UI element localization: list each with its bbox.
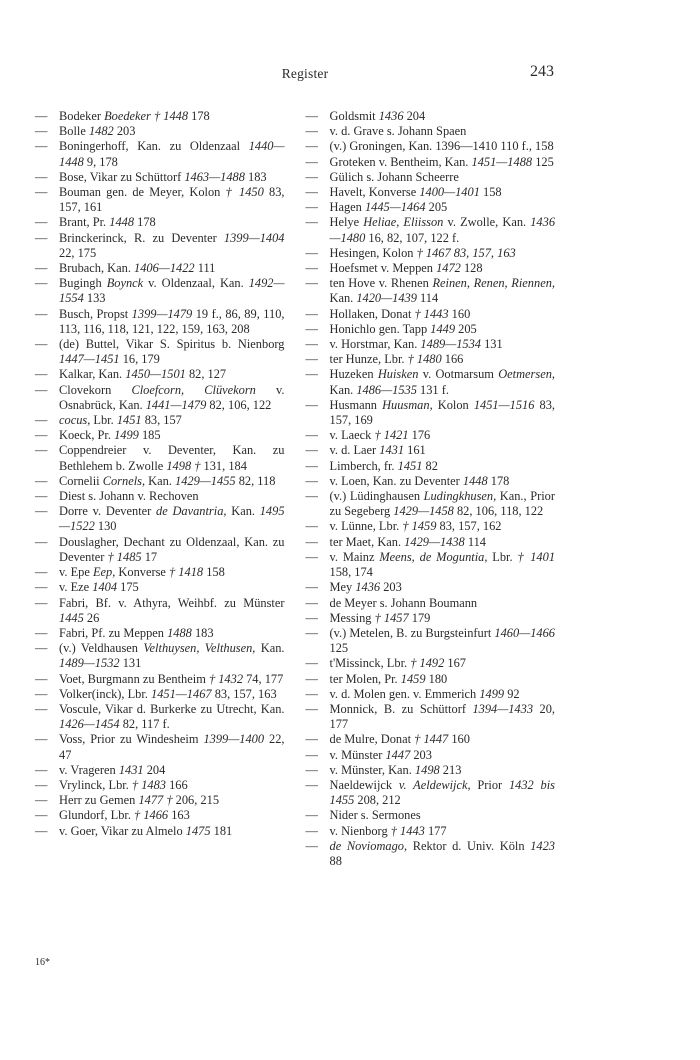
- page-number: 243: [530, 63, 554, 80]
- register-entry: [306, 778, 556, 808]
- entry-dash: —: [35, 504, 48, 519]
- entry-text: Voscule, Vikar d. Burkerke zu Utrecht, Kan. 1426—1454 82, 117 f.: [59, 701, 285, 732]
- entry-dash: —: [305, 519, 318, 534]
- entry-dash: —: [305, 458, 318, 473]
- entry-dash: —: [35, 428, 48, 443]
- entry-dash: —: [305, 625, 318, 640]
- entry-text: Dorre v. Deventer de Davantria, Kan. 1495—1522 130: [59, 504, 285, 534]
- register-entry: [35, 276, 285, 306]
- entry-dash: —: [35, 276, 48, 291]
- entry-dash: —: [305, 215, 318, 230]
- entry-text: Diest s. Johann v. Rechoven: [59, 489, 199, 504]
- entry-dash: —: [305, 656, 318, 671]
- entry-dash: —: [305, 580, 318, 595]
- entry-dash: —: [35, 443, 48, 458]
- entry-text: v. Goer, Vikar zu Almelo 1475 181: [59, 823, 233, 838]
- entry-dash: —: [35, 489, 48, 504]
- register-entry: [35, 732, 285, 762]
- entry-dash: —: [305, 671, 318, 686]
- register-entry: [35, 687, 285, 702]
- register-entry: [35, 124, 285, 139]
- entry-dash: —: [35, 565, 48, 580]
- entry-text: Naeldewijck v. Aeldewijck, Prior 1432 bis 1455 208, 212: [329, 777, 555, 808]
- entry-dash: —: [305, 109, 318, 123]
- entry-text: Husmann Huusman, Kolon 1451—1516 83, 157, 169: [329, 397, 555, 428]
- entry-text: Havelt, Konverse 1400—1401 158: [329, 185, 502, 200]
- entry-text: Hagen 1445—1464 205: [329, 200, 448, 215]
- entry-dash: —: [305, 443, 318, 458]
- entry-text: Herr zu Gemen 1477 † 206, 215: [59, 793, 220, 808]
- entry-text: de Meyer s. Johann Boumann: [329, 595, 478, 610]
- entry-dash: —: [35, 534, 48, 549]
- entry-dash: —: [305, 534, 318, 549]
- entry-text: Clovekorn Cloefcorn, Clüvekorn v. Osnabrück, Kan. 1441—1479 82, 106, 122: [59, 382, 285, 412]
- entry-dash: —: [35, 686, 48, 701]
- entry-dash: —: [35, 762, 48, 777]
- entry-dash: —: [305, 154, 318, 169]
- entry-dash: —: [305, 549, 318, 564]
- entry-text: v. Nienborg † 1443 177: [329, 823, 447, 838]
- register-entry: [306, 246, 556, 261]
- entry-dash: —: [35, 261, 48, 276]
- register-entry: [35, 215, 285, 230]
- register-entry: [306, 367, 556, 397]
- entry-text: Helye Heliae, Eliisson v. Zwolle, Kan. 1436—1480 16, 82, 107, 122 f.: [329, 215, 556, 245]
- register-entry: [35, 307, 285, 337]
- entry-text: cocus, Lbr. 1451 83, 157: [59, 413, 182, 428]
- entry-dash: —: [35, 473, 48, 488]
- register-entry: [306, 535, 556, 550]
- entry-dash: —: [35, 671, 48, 686]
- register-entry: [35, 489, 285, 504]
- entry-text: Boningerhoff, Kan. zu Oldenzaal 1440—1448 9, 178: [59, 139, 285, 169]
- entry-dash: —: [305, 762, 318, 777]
- register-entry: [35, 231, 285, 261]
- register-entry: [306, 124, 556, 139]
- entry-dash: —: [35, 625, 48, 640]
- entry-text: Monnick, B. zu Schüttorf 1394—1433 20, 177: [329, 701, 555, 732]
- entry-text: Nider s. Sermones: [329, 808, 421, 823]
- entry-dash: —: [305, 747, 318, 762]
- entry-dash: —: [35, 124, 48, 139]
- entry-dash: —: [305, 139, 318, 154]
- register-entry: [306, 839, 556, 869]
- entry-text: Goldsmit 1436 204: [329, 109, 426, 123]
- entry-text: Groteken v. Bentheim, Kan. 1451—1488 125: [329, 154, 554, 169]
- entry-text: v. Vrageren 1431 204: [59, 762, 166, 777]
- entry-text: de Noviomago, Rektor d. Univ. Köln 1423 88: [329, 838, 555, 868]
- entry-text: Brinckerinck, R. zu Deventer 1399—1404 22, 175: [59, 230, 285, 260]
- entry-dash: —: [305, 686, 318, 701]
- entry-dash: —: [305, 428, 318, 443]
- register-entry: [35, 413, 285, 428]
- register-entry: [306, 200, 556, 215]
- entry-dash: —: [305, 473, 318, 488]
- register-entry: [35, 778, 285, 793]
- entry-dash: —: [305, 397, 318, 412]
- entry-text: Huzeken Huisken v. Ootmarsum Oetmersen, Kan. 1486—1535 131 f.: [329, 367, 555, 397]
- entry-dash: —: [35, 823, 48, 838]
- register-entry: [306, 352, 556, 367]
- register-entry: [306, 185, 556, 200]
- entry-text: ter Molen, Pr. 1459 180: [329, 671, 448, 686]
- entry-text: Busch, Propst 1399—1479 19 f., 86, 89, 110, 113, 116, 118, 121, 122, 159, 163, 208: [59, 306, 285, 336]
- entry-text: v. Lünne, Lbr. † 1459 83, 157, 162: [329, 519, 502, 534]
- entry-text: de Mulre, Donat † 1447 160: [329, 732, 470, 747]
- entry-text: ten Hove v. Rhenen Reinen, Renen, Riennen, Kan. 1420—1439 114: [329, 276, 555, 306]
- register-entry: [306, 550, 556, 580]
- entry-dash: —: [305, 489, 318, 504]
- entry-text: Brubach, Kan. 1406—1422 111: [59, 261, 216, 276]
- entry-dash: —: [305, 352, 318, 367]
- entry-text: Bouman gen. de Meyer, Kolon † 1450 83, 157, 161: [59, 185, 285, 215]
- entry-dash: —: [35, 732, 48, 747]
- register-entry: [306, 155, 556, 170]
- register-entry: [306, 824, 556, 839]
- entry-text: Mey 1436 203: [329, 580, 402, 595]
- register-entry: [306, 687, 556, 702]
- entry-dash: —: [35, 337, 48, 352]
- entry-text: ter Maet, Kan. 1429—1438 114: [329, 534, 486, 549]
- register-entry: [306, 489, 556, 519]
- register-columns: [35, 109, 555, 869]
- entry-dash: —: [305, 808, 318, 823]
- entry-text: Douslagher, Dechant zu Oldenzaal, Kan. zu Deventer † 1485 17: [59, 534, 285, 564]
- entry-text: Fabri, Bf. v. Athyra, Weihbf. zu Münster 1445 26: [59, 595, 285, 625]
- entry-dash: —: [305, 200, 318, 215]
- register-entry: [306, 580, 556, 595]
- register-entry: [35, 596, 285, 626]
- entry-dash: —: [35, 777, 48, 792]
- entry-dash: —: [305, 169, 318, 184]
- register-entry: [306, 276, 556, 306]
- register-entry: [35, 109, 285, 124]
- register-entry: [35, 641, 285, 671]
- register-entry: [306, 459, 556, 474]
- entry-dash: —: [305, 306, 318, 321]
- register-entry: [306, 139, 556, 154]
- entry-dash: —: [305, 261, 318, 276]
- entry-dash: —: [305, 321, 318, 336]
- entry-text: Bodeker Boedeker † 1448 178: [59, 109, 210, 123]
- entry-text: Brant, Pr. 1448 178: [59, 215, 156, 230]
- register-entry: [35, 626, 285, 641]
- register-entry: [35, 474, 285, 489]
- entry-text: (v.) Groningen, Kan. 1396—1410 110 f., 158: [329, 139, 554, 154]
- register-entry: [35, 763, 285, 778]
- entry-text: Hoefsmet v. Meppen 1472 128: [329, 261, 483, 276]
- entry-text: v. Münster 1447 203: [329, 747, 432, 762]
- entry-dash: —: [35, 793, 48, 808]
- entry-dash: —: [35, 169, 48, 184]
- register-entry: [306, 611, 556, 626]
- entry-text: Coppendreier v. Deventer, Kan. zu Bethlehem b. Zwolle 1498 † 131, 184: [59, 443, 285, 473]
- entry-dash: —: [35, 701, 48, 716]
- register-entry: [306, 672, 556, 687]
- entry-dash: —: [305, 701, 318, 716]
- register-entry: [306, 307, 556, 322]
- entry-dash: —: [305, 367, 318, 382]
- entry-dash: —: [35, 215, 48, 230]
- entry-dash: —: [305, 838, 318, 853]
- entry-dash: —: [35, 641, 48, 656]
- entry-dash: —: [305, 276, 318, 291]
- entry-text: Kalkar, Kan. 1450—1501 82, 127: [59, 367, 227, 382]
- register-entry: [35, 185, 285, 215]
- register-entry: [306, 428, 556, 443]
- register-entry: [35, 428, 285, 443]
- entry-dash: —: [35, 595, 48, 610]
- register-entry: [35, 443, 285, 473]
- entry-text: (v.) Veldhausen Velthuysen, Velthusen, Kan. 1489—1532 131: [59, 641, 285, 671]
- entry-text: Honichlo gen. Tapp 1449 205: [329, 321, 477, 336]
- entry-text: (v.) Metelen, B. zu Burgsteinfurt 1460—1466 125: [329, 625, 555, 656]
- entry-dash: —: [305, 185, 318, 200]
- entry-dash: —: [305, 337, 318, 352]
- entry-text: (de) Buttel, Vikar S. Spiritus b. Nienborg 1447—1451 16, 179: [59, 337, 285, 367]
- entry-dash: —: [35, 185, 48, 200]
- register-entry: [35, 367, 285, 382]
- entry-text: t'Missinck, Lbr. † 1492 167: [329, 656, 466, 671]
- entry-text: Fabri, Pf. zu Meppen 1488 183: [59, 625, 214, 640]
- entry-text: v. Loen, Kan. zu Deventer 1448 178: [329, 473, 510, 488]
- entry-text: Hesingen, Kolon † 1467 83, 157, 163: [329, 245, 516, 260]
- entry-dash: —: [305, 124, 318, 139]
- entry-dash: —: [35, 306, 48, 321]
- entry-text: v. Mainz Meens, de Moguntia, Lbr. † 1401 158, 174: [329, 549, 556, 580]
- register-entry: [35, 337, 285, 367]
- entry-dash: —: [35, 139, 48, 154]
- entry-dash: —: [35, 109, 48, 123]
- entry-dash: —: [305, 595, 318, 610]
- sheet-signature: 16*: [35, 957, 50, 968]
- register-entry: [306, 170, 556, 185]
- entry-dash: —: [305, 245, 318, 260]
- entry-text: (v.) Lüdinghausen Ludingkhusen, Kan., Prior zu Segeberg 1429—1458 82, 106, 118, 122: [329, 489, 555, 519]
- entry-dash: —: [305, 732, 318, 747]
- register-entry: [35, 808, 285, 823]
- entry-dash: —: [305, 610, 318, 625]
- entry-text: Messing † 1457 179: [329, 610, 431, 625]
- entry-text: v. d. Laer 1431 161: [329, 443, 426, 458]
- entry-text: Voss, Prior zu Windesheim 1399—1400 22, 47: [59, 732, 285, 762]
- register-entry: [35, 170, 285, 185]
- register-entry: [35, 565, 285, 580]
- register-entry: [306, 808, 556, 823]
- register-entry: [306, 656, 556, 671]
- entry-text: v. d. Grave s. Johann Spaen: [329, 124, 467, 139]
- entry-text: Hollaken, Donat † 1443 160: [329, 306, 471, 321]
- register-entry: [306, 702, 556, 732]
- register-entry: [306, 748, 556, 763]
- entry-text: Voet, Burgmann zu Bentheim † 1432 74, 177: [59, 671, 284, 686]
- register-entry: [306, 519, 556, 534]
- entry-text: v. Laeck † 1421 176: [329, 428, 431, 443]
- entry-text: Bugingh Boynck v. Oldenzaal, Kan. 1492—1554 133: [59, 276, 285, 306]
- entry-text: Bose, Vikar zu Schüttorf 1463—1488 183: [59, 169, 267, 184]
- entry-text: v. Münster, Kan. 1498 213: [329, 762, 462, 777]
- register-entry: [306, 443, 556, 458]
- register-entry: [306, 626, 556, 656]
- register-entry: [306, 215, 556, 245]
- left-column: [35, 109, 285, 869]
- register-entry: [306, 596, 556, 611]
- entry-text: Cornelii Cornels, Kan. 1429—1455 82, 118: [59, 473, 276, 488]
- entry-dash: —: [35, 580, 48, 595]
- entry-text: Koeck, Pr. 1499 185: [59, 428, 161, 443]
- register-entry: [35, 793, 285, 808]
- register-entry: [306, 398, 556, 428]
- entry-text: Glundorf, Lbr. † 1466 163: [59, 808, 190, 823]
- register-entry: [306, 322, 556, 337]
- entry-text: v. Horstmar, Kan. 1489—1534 131: [329, 337, 503, 352]
- register-entry: [35, 261, 285, 276]
- register-entry: [306, 732, 556, 747]
- register-entry: [306, 261, 556, 276]
- register-entry: [35, 580, 285, 595]
- entry-text: v. Eze 1404 175: [59, 580, 139, 595]
- entry-dash: —: [35, 367, 48, 382]
- register-entry: [35, 824, 285, 839]
- register-entry: [306, 763, 556, 778]
- register-entry: [306, 337, 556, 352]
- page-header-title: Register: [281, 66, 329, 81]
- entry-text: Volker(inck), Lbr. 1451—1467 83, 157, 163: [59, 686, 277, 701]
- register-entry: [35, 139, 285, 169]
- entry-text: ter Hunze, Lbr. † 1480 166: [329, 352, 464, 367]
- entry-dash: —: [305, 777, 318, 792]
- entry-dash: —: [35, 382, 48, 397]
- entry-text: Bolle 1482 203: [59, 124, 136, 139]
- entry-text: v. d. Molen gen. v. Emmerich 1499 92: [329, 686, 520, 701]
- register-entry: [306, 109, 556, 124]
- entry-dash: —: [35, 230, 48, 245]
- entry-text: Vrylinck, Lbr. † 1483 166: [59, 777, 188, 792]
- register-entry: [35, 535, 285, 565]
- entry-dash: —: [35, 808, 48, 823]
- entry-text: Gülich s. Johann Scheerre: [329, 169, 459, 184]
- register-entry: [35, 383, 285, 413]
- register-entry: [306, 474, 556, 489]
- register-entry: [35, 702, 285, 732]
- register-entry: [35, 672, 285, 687]
- entry-dash: —: [35, 413, 48, 428]
- entry-text: v. Epe Eep, Konverse † 1418 158: [59, 565, 225, 580]
- entry-dash: —: [305, 823, 318, 838]
- entry-text: Limberch, fr. 1451 82: [329, 458, 438, 473]
- right-column: [306, 109, 556, 869]
- register-entry: [35, 504, 285, 534]
